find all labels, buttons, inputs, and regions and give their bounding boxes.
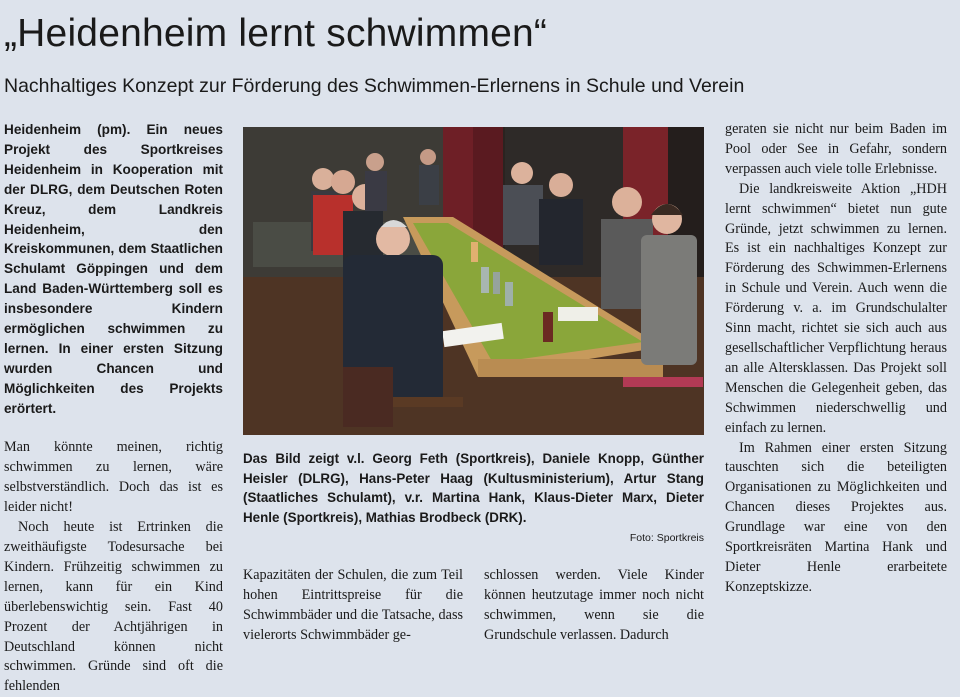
text-column-2 <box>243 566 463 646</box>
article-paragraph: Kapazitäten der Schulen, die zum Teil hohen Eintrittspreise für die Schwimmbäder und die Tatsache, dass vielerorts Schwimmbäder ge- <box>243 567 463 643</box>
text-column-1 <box>4 120 223 697</box>
article-paragraph: geraten sie nicht nur beim Baden im Pool oder See in Gefahr, sondern verpassen auch viele tolle Erlebnisse. <box>725 121 947 177</box>
meeting-photo-illustration <box>243 127 704 435</box>
paragraph-gap <box>4 419 223 439</box>
article-headline: „Heidenheim lernt schwimmen“ <box>4 12 548 55</box>
article-paragraph: Man könnte meinen, richtig schwimmen zu lernen, wäre selbstverständlich. Doch das ist es leider nicht! <box>4 439 223 516</box>
photo-caption: Das Bild zeigt v.l. Georg Feth (Sportkreis), Daniele Knopp, Günther Heisler (DLRG), Hans-Peter Haag (Kultusministerium), Artur Stang (Staatliches Schulamt), v.r. Martina Hank, Klaus-Dieter Marx, Dieter Henle (Sportkreis), Mathias Brodbeck (DRK). <box>243 451 704 525</box>
article-paragraph: Im Rahmen einer ersten Sitzung tauschten sich die beteiligten Organisationen zu Möglichkeiten und Chancen dieses Projektes aus. Grundlage war eine von den Sportkreisräten Martina Hank und Dieter Henle erarbeitete Konzeptskizze. <box>725 439 947 595</box>
article-lead: Heidenheim (pm). Ein neues Projekt des Sportkreises Heidenheim in Kooperation mit der DLRG, dem Deutschen Roten Kreuz, dem Landkreis Heidenheim, den Kreiskommunen, dem Staatlichen Schulamt Göppingen und dem Land Baden-Württemberg soll es insbesondere Kindern ermöglichen schwimmen zu lernen. In einer ersten Sitzung wurden Chancen und Möglichkeiten des Projekts erörtert. <box>4 122 223 416</box>
photo-credit: Foto: Sportkreis <box>629 532 704 544</box>
article-photo <box>243 127 704 435</box>
article-paragraph: Die landkreisweite Aktion „HDH lernt schwimmen“ bietet nun gute Gründe, jetzt schwimmen zu lernen. Es ist ein nachhaltiges Konzept zur Förderung des Schwimmen-Erlernens in Schule und Verein. Auch wenn die Förderung v. a. im Grundschulalter Sinn macht, richtet sie sich auch aus gesellschaftlicher Verpflichtung heraus an alle Altersklassen. Das Projekt soll Menschen die Gelegenheit geben, das Schwimmen niederschwellig und einfach zu lernen. <box>725 180 947 436</box>
text-column-3 <box>484 566 704 646</box>
article-subheadline: Nachhaltiges Konzept zur Förderung des Schwimmen-Erlernens in Schule und Verein <box>4 75 745 97</box>
article-paragraph: schlossen werden. Viele Kinder können heutzutage immer noch nicht schwimmen, wenn sie die Grundschule verlassen. Dadurch <box>484 567 704 643</box>
text-column-4 <box>725 120 947 598</box>
article-paragraph: Noch heute ist Ertrinken die zweithäufigste Todesursache bei Kindern. Frühzeitig schwimmen zu lernen, kann für ein Kind überlebenswichtig sein. Fast 40 Prozent der Achtjährigen in Deutschland können nicht schwimmen. Gründe sind oft die fehlenden <box>4 519 223 695</box>
